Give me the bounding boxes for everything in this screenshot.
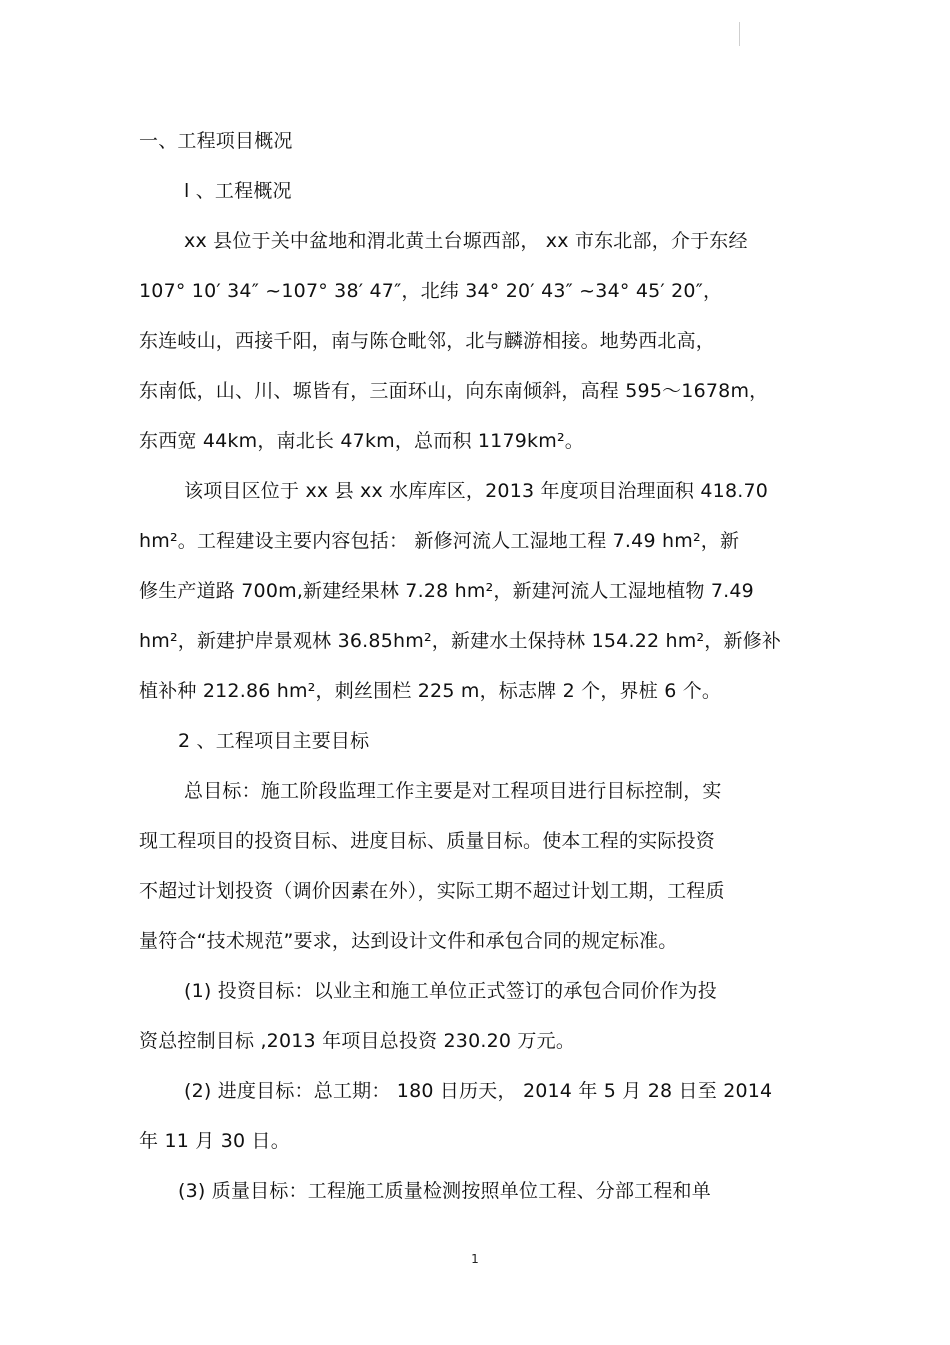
- paragraph-line: hm²，新建护岸景观林 36.85hm²，新建水土保持林 154.22 hm²，新修补: [139, 630, 782, 652]
- paragraph-line: 东西宽 44km，南北长 47km，总而积 1179km²。: [139, 430, 584, 452]
- paragraph-line: (3) 质量目标：工程施工质量检测按照单位工程、分部工程和单: [178, 1180, 711, 1202]
- paragraph-line: 东南低，山、川、塬皆有，三面环山，向东南倾斜，高程 595～1678m，: [139, 380, 769, 402]
- paragraph-line: 不超过计划投资（调价因素在外），实际工期不超过计划工期，工程质: [139, 880, 725, 902]
- paragraph-line: 107° 10′ 34″ ~107° 38′ 47″，北纬 34° 20′ 43″ ~34° 45′ 20″，: [139, 280, 723, 302]
- paragraph-line: 总目标：施工阶段监理工作主要是对工程项目进行目标控制，实: [184, 780, 722, 802]
- paragraph-line: 现工程项目的投资目标、进度目标、质量目标。使本工程的实际投资: [139, 830, 716, 852]
- paragraph-line: 量符合“技术规范”要求，达到设计文件和承包合同的规定标准。: [139, 930, 678, 952]
- paragraph-line: 植补种 212.86 hm²，刺丝围栏 225 m，标志牌 2 个，界桩 6 个。: [139, 680, 722, 702]
- subsection-heading: 2 、工程项目主要目标: [178, 730, 370, 752]
- paragraph-line: hm²。工程建设主要内容包括： 新修河流人工湿地工程 7.49 hm²，新: [139, 530, 740, 552]
- paragraph-line: (1) 投资目标：以业主和施工单位正式签订的承包合同价作为投: [184, 980, 717, 1002]
- paragraph-line: xx 县位于关中盆地和渭北黄土台塬西部， xx 市东北部，介于东经: [184, 230, 748, 252]
- page-corner-mark: [739, 22, 748, 46]
- paragraph-line: 修生产道路 700m,新建经果林 7.28 hm²，新建河流人工湿地植物 7.49: [139, 580, 754, 602]
- paragraph-line: 东连岐山，西接千阳，南与陈仓毗邻，北与麟游相接。地势西北高，: [139, 330, 716, 352]
- paragraph-line: 资总控制目标 ,2013 年项目总投资 230.20 万元。: [139, 1030, 576, 1052]
- page-number: 1: [471, 1252, 479, 1266]
- paragraph-line: 年 11 月 30 日。: [139, 1130, 290, 1152]
- section-heading: 一、工程项目概况: [139, 130, 293, 152]
- subsection-heading: l 、工程概况: [184, 180, 292, 202]
- paragraph-line: 该项目区位于 xx 县 xx 水库库区，2013 年度项目治理面积 418.70: [184, 480, 769, 502]
- paragraph-line: (2) 进度目标：总工期： 180 日历天， 2014 年 5 月 28 日至 2014: [184, 1080, 773, 1102]
